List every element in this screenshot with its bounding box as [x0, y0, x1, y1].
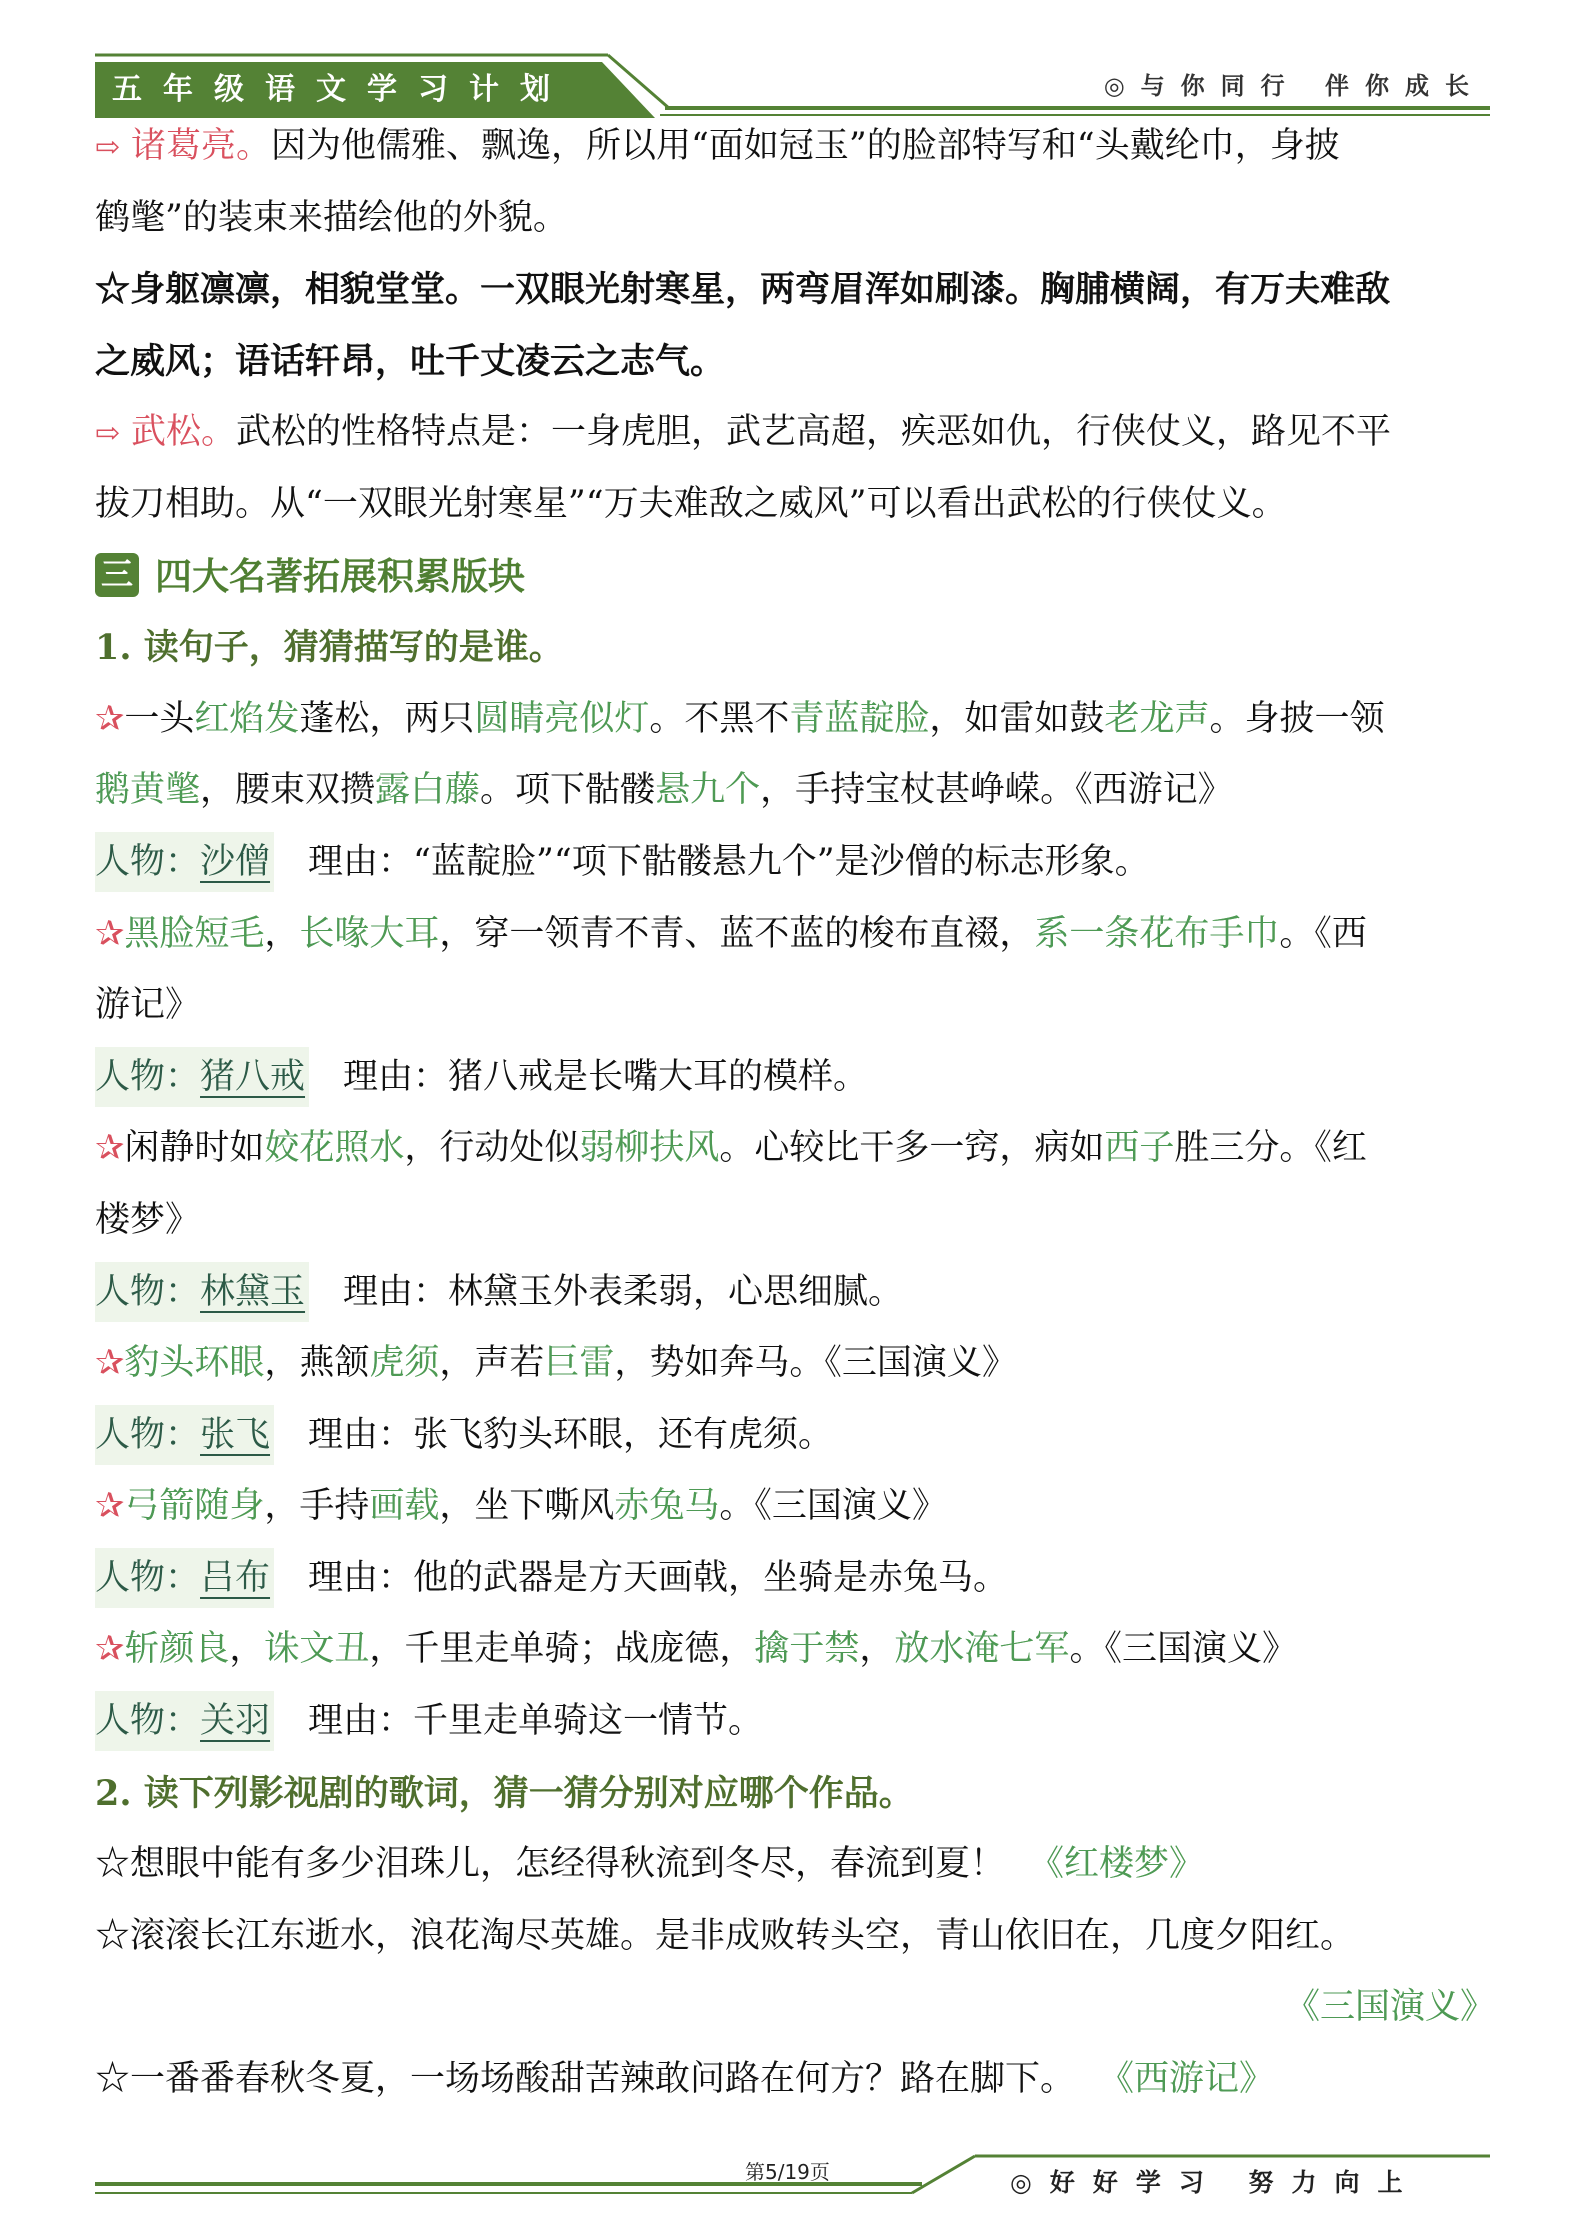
quote-line [95, 899, 1495, 971]
highlight-phrase: 系一条花布手巾 [1034, 913, 1280, 954]
arrow-right-icon: ⇨ [95, 416, 121, 452]
highlight-phrase: 放水淹七军 [894, 1629, 1070, 1670]
wusong-line-2 [95, 469, 1495, 541]
reason-text: “蓝靛脸”“项下骷髅悬九个”是沙僧的标志形象。 [413, 841, 1150, 882]
person-answer: 关羽 [200, 1701, 271, 1742]
quote-text: ，燕颔 [264, 1343, 370, 1384]
reason-label: 理由： [343, 1271, 449, 1312]
highlight-phrase: 青蓝靛脸 [789, 698, 930, 739]
highlight-phrase: 弓箭随身 [124, 1486, 265, 1527]
quote-text: ， [229, 1629, 265, 1670]
quote-text: 闲静时如 [124, 1128, 265, 1169]
quote-text: 。不黑不 [649, 698, 790, 739]
person-answer: 沙僧 [200, 841, 271, 882]
body-text: 鹤氅”的装束来描绘他的外貌。 [95, 197, 568, 238]
quote-text: 一头 [124, 698, 195, 739]
quote-text: ， [264, 913, 300, 954]
quote-text: 。《三国演义》 [1069, 1629, 1297, 1670]
highlight-phrase: 虎须 [369, 1343, 440, 1384]
highlight-phrase: 诛文丑 [264, 1629, 370, 1670]
quote-text: ，腰束双攒 [200, 770, 376, 811]
quote-text: 。《三国演义》 [719, 1486, 947, 1527]
part2-title: 2. 读下列影视剧的歌词，猜一猜分别对应哪个作品。 [95, 1772, 914, 1814]
quote-line [95, 970, 1495, 1042]
answer-book-title: 《红楼梦》 [1029, 1844, 1205, 1885]
reason-label: 理由： [308, 1701, 414, 1742]
quote-line [95, 1328, 1495, 1400]
body-text: 武松的性格特点是：一身虎胆，武艺高超，疾恶如仇，行侠仗义，路见不平 [236, 412, 1392, 453]
quote-line [95, 755, 1495, 827]
quote-text: 。身披一领 [1209, 698, 1385, 739]
lyric-text: ☆一番番春秋冬夏，一场场酸甜苦辣敢问路在何方？路在脚下。 [95, 2059, 1076, 2100]
person-answer: 吕布 [200, 1557, 271, 1598]
quote-text: ，势如奔马。《三国演义》 [614, 1343, 1017, 1384]
answer-row [95, 827, 1495, 899]
page-number: 第5/19页 [745, 2160, 830, 2184]
highlight-phrase: 擒于禁 [754, 1629, 860, 1670]
lyric-line [95, 2044, 1495, 2116]
reason-label: 理由： [308, 841, 414, 882]
highlight-phrase: 圆睛亮似灯 [474, 698, 650, 739]
star-icon: ✰ [95, 698, 125, 739]
highlight-phrase: 红焰发 [194, 698, 300, 739]
highlight-phrase: 巨雷 [544, 1343, 615, 1384]
section-heading [95, 541, 1495, 613]
person-label: 人物： [95, 1414, 201, 1455]
quote-text: 蓬松，两只 [299, 698, 475, 739]
wusong-quote-line-2 [95, 326, 1495, 398]
highlight-phrase: 长喙大耳 [299, 913, 440, 954]
quote-text: ， [859, 1629, 895, 1670]
person-label: 人物： [95, 1271, 201, 1312]
quote-text: 。项下骷髅 [480, 770, 656, 811]
body-text: 拔刀相助。从“一双眼光射寒星”“万夫难敌之威风”可以看出武松的行侠仗义。 [95, 483, 1287, 524]
quote-text: 胜三分。《红 [1174, 1128, 1367, 1169]
quote-line [95, 1113, 1495, 1185]
part1-title: 1. 读句子，猜猜描写的是谁。 [95, 627, 564, 669]
star-icon: ✰ [95, 1629, 125, 1670]
person-label: 人物： [95, 1056, 201, 1097]
quote-text: ，如雷如鼓 [929, 698, 1105, 739]
arrow-right-icon: ⇨ [95, 130, 121, 165]
section-title: 四大名著拓展积累版块 [155, 553, 525, 598]
highlight-phrase: 悬九个 [655, 770, 761, 811]
reason-label: 理由： [308, 1414, 414, 1455]
section-number-badge: 三 [95, 553, 139, 597]
quote-text: ，行动处似 [404, 1128, 580, 1169]
answer-row [95, 1400, 1495, 1472]
quote-line [95, 1471, 1495, 1543]
reason-label: 理由： [343, 1056, 449, 1097]
star-icon: ✰ [95, 913, 125, 954]
quote-text: ，声若 [439, 1343, 545, 1384]
highlight-phrase: 赤兔马 [614, 1486, 720, 1527]
star-icon: ✰ [95, 1128, 125, 1169]
answer-book-title: 《西游记》 [1099, 2059, 1275, 2100]
answer-row [95, 1257, 1495, 1329]
highlight-phrase: 姣花照水 [264, 1128, 405, 1169]
body-text: 因为他儒雅、飘逸，所以用“面如冠玉”的脸部特写和“头戴纶巾，身披 [271, 126, 1340, 166]
quote-text: 游记》 [95, 985, 201, 1026]
reason-text: 千里走单骑这一情节。 [413, 1701, 764, 1742]
highlight-phrase: 鹅黄氅 [95, 770, 201, 811]
answer-book-title: 《三国演义》 [1284, 1987, 1495, 2028]
quote-text: ，手持 [264, 1486, 370, 1527]
wusong-quote-line-1 [95, 254, 1495, 326]
person-label-box [95, 832, 274, 892]
footer-motto: ◎好好学习 努力向上 [1010, 2168, 1421, 2197]
quote-line [95, 1185, 1495, 1257]
star-icon: ✰ [95, 1486, 125, 1527]
page-content [95, 111, 1495, 2116]
quote-text: ☆身躯凛凛，相貌堂堂。一双眼光射寒星，两弯眉浑如刷漆。胸脯横阔，有万夫难敌 [95, 269, 1391, 311]
answer-line [95, 1972, 1495, 2044]
highlight-phrase: 豹头环眼 [124, 1343, 265, 1384]
highlight-phrase: 老龙声 [1104, 698, 1210, 739]
quote-text: ，千里走单骑；战庞德， [369, 1629, 755, 1670]
quote-line [95, 684, 1495, 756]
zhuge-line-2 [95, 183, 1495, 255]
quote-text: ，手持宝杖甚峥嵘。《西游记》 [760, 770, 1233, 811]
answer-row [95, 1686, 1495, 1758]
person-label: 人物： [95, 1701, 201, 1742]
part2-items [95, 1829, 1495, 2115]
person-label: 人物： [95, 841, 201, 882]
highlight-phrase: 弱柳扶风 [579, 1128, 720, 1169]
highlight-phrase: 西子 [1104, 1128, 1175, 1169]
person-label-box [95, 1548, 274, 1608]
highlight-phrase: 斩颜良 [124, 1629, 230, 1670]
lyric-line [95, 1901, 1495, 1973]
wusong-line-1 [95, 397, 1495, 469]
header-motto: ◎与你同行 伴你成长 [1103, 71, 1485, 100]
quote-line [95, 1614, 1495, 1686]
quote-text: 楼梦》 [95, 1199, 201, 1240]
quote-text: ，坐下嘶风 [439, 1486, 615, 1527]
lyric-text: ☆想眼中能有多少泪珠儿，怎经得秋流到冬尽，春流到夏！ [95, 1844, 1006, 1885]
lyric-text: ☆滚滚长江东逝水，浪花淘尽英雄。是非成败转头空，青山依旧在，几度夕阳红。 [95, 1915, 1356, 1956]
person-label-box [95, 1691, 274, 1751]
person-label-box [95, 1405, 274, 1465]
person-answer: 猪八戒 [200, 1056, 306, 1097]
person-answer: 林黛玉 [200, 1271, 306, 1312]
highlight-phrase: 画载 [369, 1486, 440, 1527]
person-answer: 张飞 [200, 1414, 271, 1455]
highlight-phrase: 黑脸短毛 [124, 913, 265, 954]
reason-label: 理由： [308, 1557, 414, 1598]
reason-text: 他的武器是方天画戟，坐骑是赤兔马。 [413, 1557, 1009, 1598]
answer-row [95, 1042, 1495, 1114]
quote-text: 之威风；语话轩昂，吐千丈凌云之志气。 [95, 340, 726, 382]
person-label-box [95, 1047, 309, 1107]
character-name: 诸葛亮。 [131, 126, 272, 166]
quote-text: 。心较比干多一窍，病如 [719, 1128, 1105, 1169]
answer-row [95, 1543, 1495, 1615]
zhuge-line-1 [95, 111, 1495, 183]
person-label-box [95, 1262, 309, 1322]
reason-text: 张飞豹头环眼，还有虎须。 [413, 1414, 834, 1455]
quote-text: 。《西 [1279, 913, 1367, 954]
person-label: 人物： [95, 1557, 201, 1598]
reason-text: 林黛玉外表柔弱，心思细腻。 [448, 1271, 904, 1312]
document-title: 五年级语文学习计划 [112, 72, 571, 107]
quote-text: ，穿一领青不青、蓝不蓝的梭布直裰， [439, 913, 1035, 954]
character-name: 武松。 [131, 412, 237, 453]
star-icon: ✰ [95, 1343, 125, 1384]
highlight-phrase: 露白藤 [375, 770, 481, 811]
part1-items [95, 684, 1495, 1758]
reason-text: 猪八戒是长嘴大耳的模样。 [448, 1056, 869, 1097]
lyric-line [95, 1829, 1495, 1901]
